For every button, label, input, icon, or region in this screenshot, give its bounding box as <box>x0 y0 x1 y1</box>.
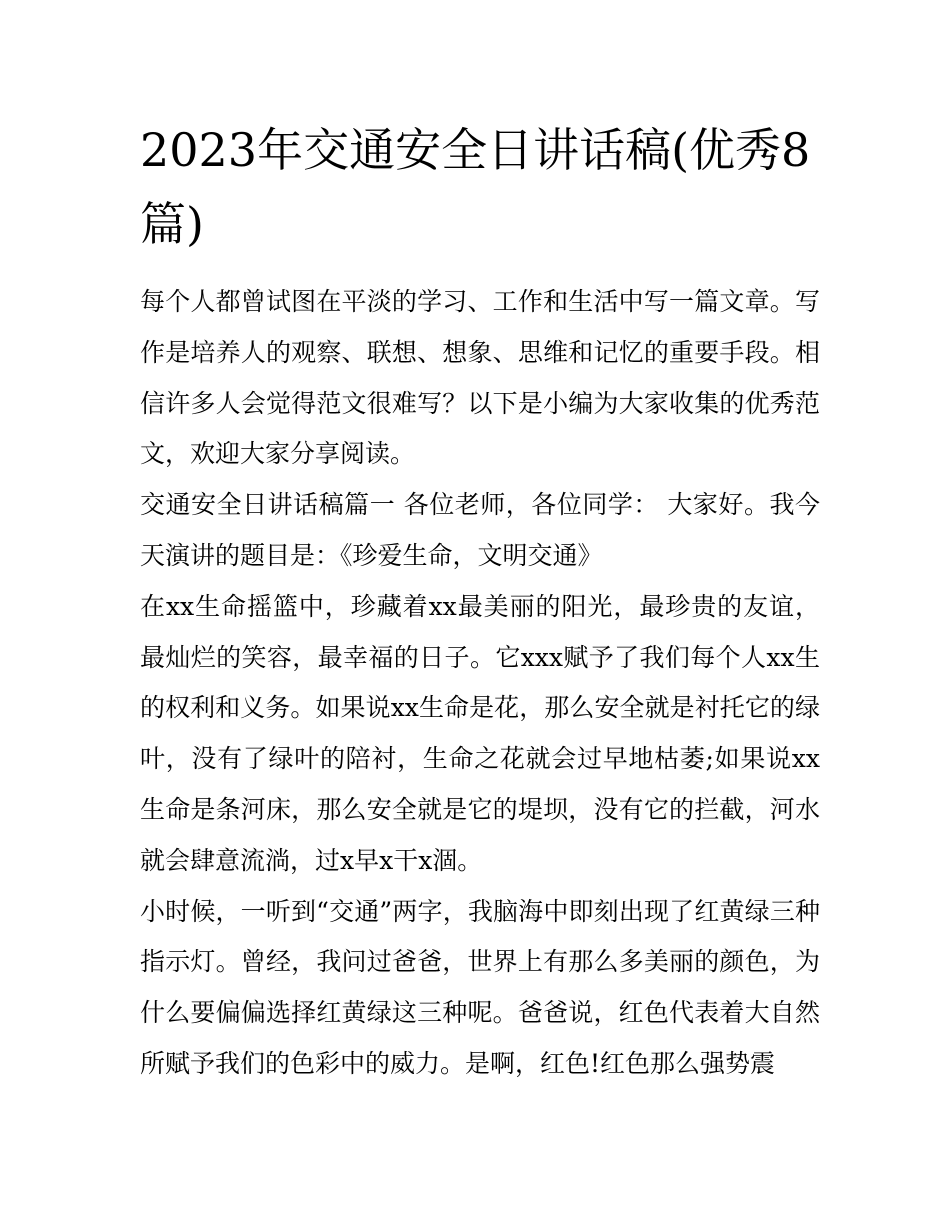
document-title: 2023年交通安全日讲话稿(优秀8篇) <box>140 123 811 251</box>
document-body <box>140 277 820 1090</box>
paragraph-speech-opening: 交通安全日讲话稿篇一 各位老师，各位同学： 大家好。我今天演讲的题目是：《珍爱生命，文明交通》 <box>140 490 820 570</box>
paragraph-intro: 每个人都曾试图在平淡的学习、工作和生活中写一篇文章。写作是培养人的观察、联想、想象、思维和记忆的重要手段。相信许多人会觉得范文很难写？以下是小编为大家收集的优秀范文，欢迎大家分享阅读。 <box>140 287 820 469</box>
paragraph-childhood-traffic: 小时候，一听到“交通”两字，我脑海中即刻出现了红黄绿三种指示灯。曾经，我问过爸爸，世界上有那么多美丽的颜色，为什么要偏偏选择红黄绿这三种呢。爸爸说，红色代表着大自然所赋予我们的色彩中的威力。是啊，红色!红色那么强势震 <box>140 896 820 1078</box>
paragraph-life-cradle: 在xx生命摇篮中，珍藏着xx最美丽的阳光，最珍贵的友谊，最灿烂的笑容，最幸福的日子。它xxx赋予了我们每个人xx生的权利和义务。如果说xx生命是花，那么安全就是衬托它的绿叶，没有了绿叶的陪衬，生命之花就会过早地枯萎;如果说xx生命是条河床，那么安全就是它的堤坝，没有它的拦截，河水就会肆意流淌，过x早x干x涸。 <box>140 591 820 875</box>
